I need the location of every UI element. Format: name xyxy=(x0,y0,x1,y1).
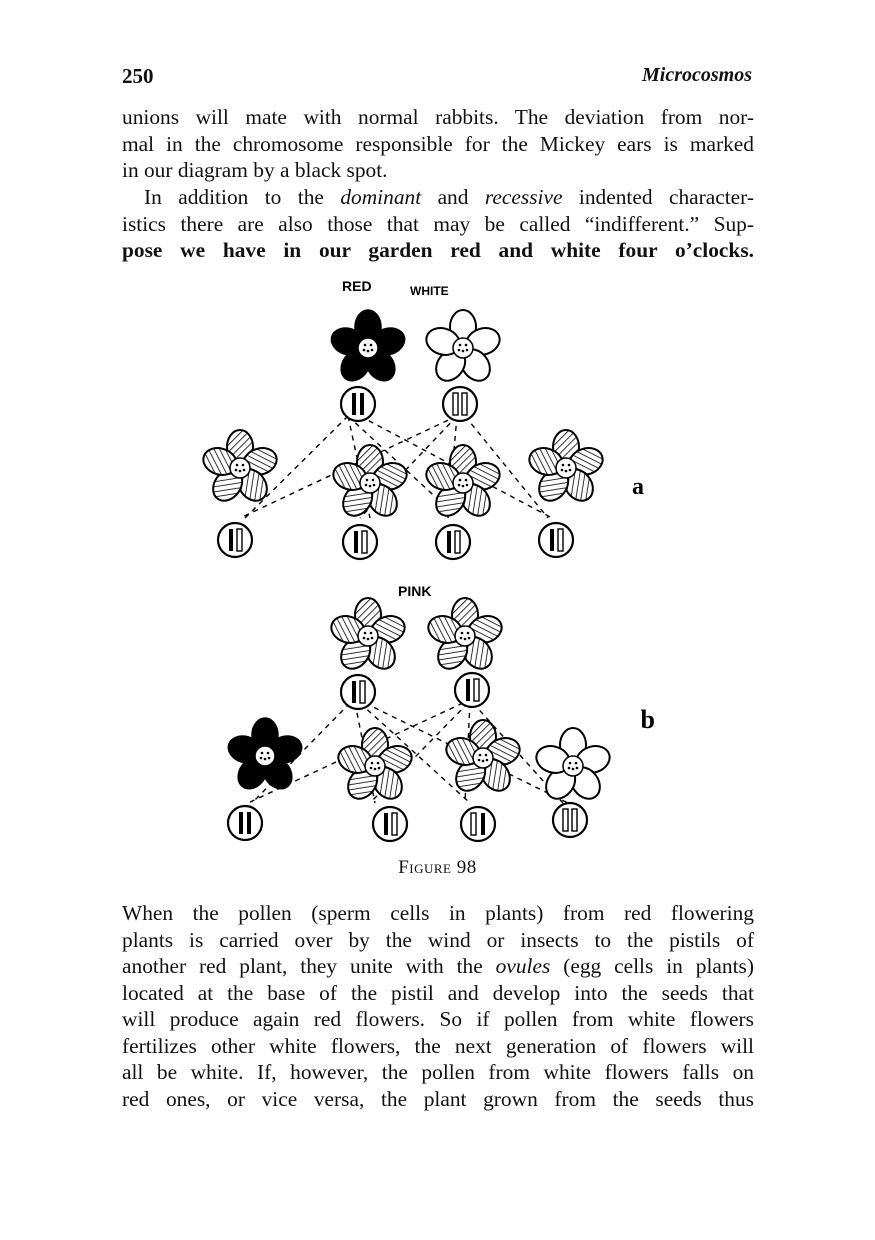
text-line: all be white. If, however, the pollen from white flowers falls on xyxy=(122,1060,754,1084)
paragraph-1 xyxy=(122,104,754,184)
parent-pink-flower xyxy=(425,598,505,674)
text-line: located at the base of the pistil and develop into the seeds that xyxy=(122,980,754,1005)
text-line: fertilizes other white flowers, the next generation of flowers will xyxy=(122,1033,754,1058)
cross-b xyxy=(225,598,655,841)
offspring-chromosomes xyxy=(539,523,573,557)
parent-pink-chromosomes xyxy=(455,673,489,707)
parent-red-chromosomes xyxy=(341,387,375,421)
term-ovules: ovules xyxy=(495,954,551,978)
paragraph-3 xyxy=(122,900,754,1112)
offspring-pink-flower xyxy=(526,430,606,506)
parent-white-chromosomes xyxy=(443,387,477,421)
offspring-chromosomes xyxy=(228,806,262,840)
running-title: Microcosmos xyxy=(642,64,752,86)
cross-a xyxy=(200,310,644,559)
text-line: istics there are also those that may be called “indifferent.” Sup- xyxy=(122,211,754,236)
offspring-red-flower xyxy=(225,718,305,794)
offspring-pink-flower xyxy=(423,445,503,521)
paragraph-2 xyxy=(122,184,754,264)
text-line: mal in the chromosome responsible for the Mickey ears is marked xyxy=(122,131,754,156)
page-number: 250 xyxy=(122,64,154,88)
parent-white-flower xyxy=(423,310,503,386)
offspring-chromosomes xyxy=(553,803,587,837)
offspring-chromosomes xyxy=(373,807,407,841)
term-recessive: recessive xyxy=(484,185,563,209)
parent-pink-chromosomes xyxy=(341,675,375,709)
offspring-pink-flower xyxy=(330,445,410,521)
text-line: plants is carried over by the wind or insects to the pistils of xyxy=(122,927,754,952)
text-line: red ones, or vice versa, the plant grown from the seeds thus xyxy=(122,1086,754,1111)
label-pink: PINK xyxy=(398,583,432,599)
text-line: in our diagram by a black spot. xyxy=(122,158,388,182)
page-header xyxy=(122,64,752,94)
label-a: a xyxy=(632,474,644,500)
term-dominant: dominant xyxy=(340,185,422,209)
figure-caption: Figure 98 xyxy=(398,857,477,878)
offspring-chromosomes xyxy=(343,525,377,559)
label-red: RED xyxy=(342,278,372,294)
label-b: b xyxy=(640,705,655,734)
offspring-chromosomes xyxy=(218,523,252,557)
text-line: unions will mate with normal rabbits. The deviation from nor- xyxy=(122,105,754,129)
offspring-pink-flower xyxy=(335,728,415,804)
text-line: In addition to the dominant and recessive indented character- xyxy=(144,185,754,209)
label-white: WHITE xyxy=(410,284,449,298)
parent-pink-flower xyxy=(328,598,408,674)
parent-red-flower xyxy=(328,310,408,386)
text-line: When the pollen (sperm cells in plants) from red flowering xyxy=(122,901,754,925)
inheritance-diagram xyxy=(180,278,655,848)
offspring-chromosomes xyxy=(436,525,470,559)
offspring-pink-flower xyxy=(443,720,523,796)
text-line: another red plant, they unite with the ovules (egg cells in plants) xyxy=(122,954,754,978)
offspring-chromosomes xyxy=(461,807,495,841)
text-line: will produce again red flowers. So if pollen from white flowers xyxy=(122,1007,754,1031)
offspring-white-flower xyxy=(533,728,613,804)
text-line: pose we have in our garden red and white four o’clocks. xyxy=(122,238,754,262)
